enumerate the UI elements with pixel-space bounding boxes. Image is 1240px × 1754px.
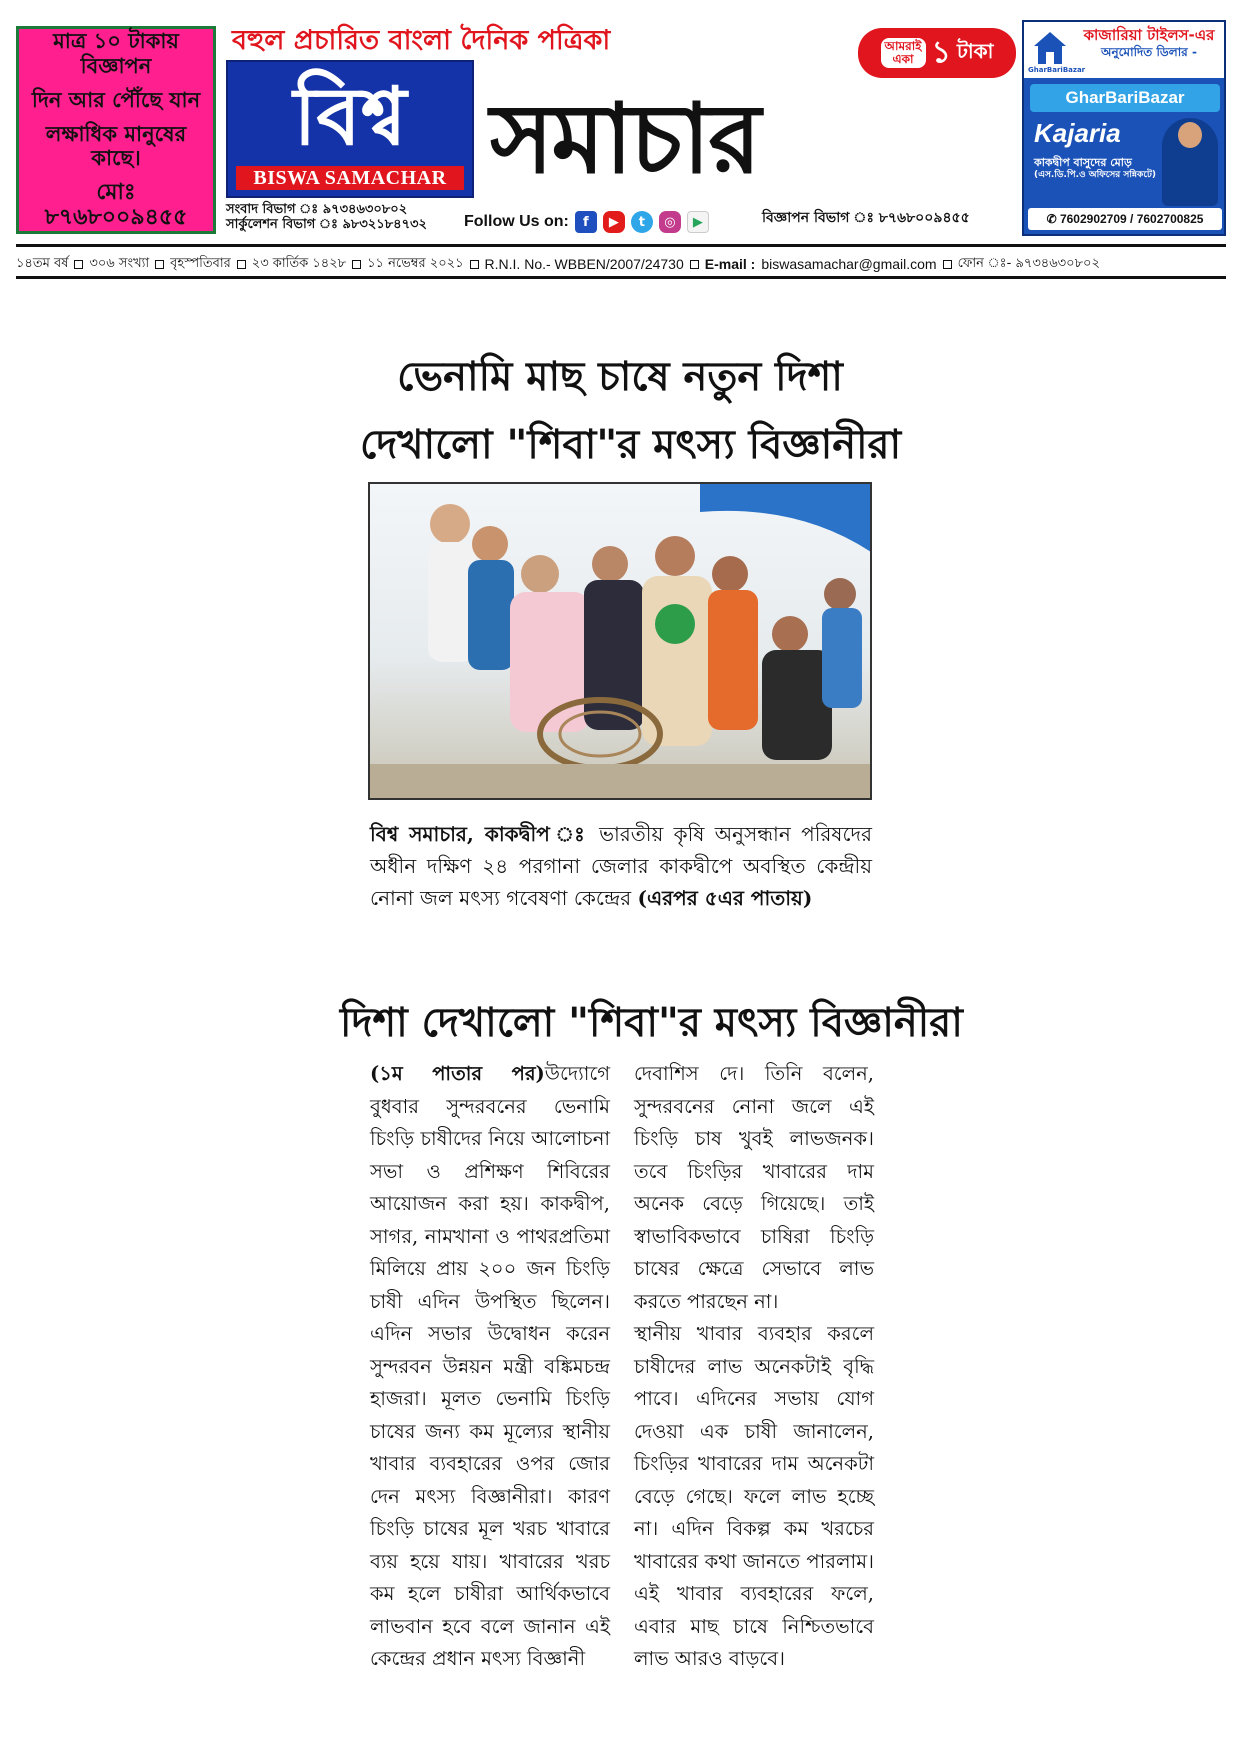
info-date: ১১ নভেম্বর ২০২১	[367, 255, 464, 271]
story2-column-2	[634, 1058, 874, 1676]
facebook-icon[interactable]: f	[575, 211, 597, 233]
advertisement-right	[1022, 20, 1226, 236]
twitter-icon[interactable]: t	[631, 211, 653, 233]
ad-department: বিজ্ঞাপন বিভাগ ঃ ৮৭৬৮০০৯৪৫৫	[762, 210, 970, 226]
logo-english-text: BISWA SAMACHAR	[236, 166, 464, 190]
story1-headline-line1: ভেনামি মাছ চাষে নতুন দিশা	[397, 353, 843, 400]
ad-right-location: কাকদ্বীপ বাসুদের মোড়	[1034, 156, 1132, 169]
story2-col2-paragraph-1: দেবাশিস দে। তিনি বলেন, সুন্দরবনের নোনা জলে এই চিংড়ি চাষ খুবই লাভজনক। তবে চিংড়ির খাবারের দাম অনেক বেড়ে গিয়েছে। তাই স্বাভাবিকভাবে চাষিরা চিংড়ি চাষের ক্ষেত্রে সেভাবে লাভ করতে পারছেন না।	[634, 1062, 874, 1313]
info-year: ১৪তম বর্ষ	[16, 255, 69, 271]
ad-right-brand: GharBariBazar	[1030, 84, 1220, 112]
story1-photo-illustration	[370, 484, 872, 800]
story1-dateline: বিশ্ব সমাচার, কাকদ্বীপ ঃ	[370, 822, 589, 846]
instagram-icon[interactable]: ◎	[659, 211, 681, 233]
story2-col1-text: উদ্যোগে বুধবার সুন্দরবনের ভেনামি চিংড়ি চাষীদের নিয়ে আলোচনা সভা ও প্রশিক্ষণ শিবিরের আয়োজন করা হয়। কাকদ্বীপ, সাগর, নামখানা ও পাথরপ্রতিমা মিলিয়ে প্রায় ২০০ জন চিংড়ি চাষী এদিন উপস্থিত ছিলেন। এদিন সভার উদ্বোধন করেন সুন্দরবন উন্নয়ন মন্ত্রী বঙ্কিমচন্দ্র হাজরা। মূলত ভেনামি চিংড়ি চাষের জন্য কম মূল্যের স্থানীয় খাবার ব্যবহারের ওপর জোর দেন মৎস্য বিজ্ঞানীরা। কারণ চিংড়ি চাষের মূল খরচ খাবারে ব্যয় হয়ে যায়। খাবারের খরচ কম হলে চাষীরা আর্থিকভাবে লাভবান হবে বলে জানান এই কেন্দ্রের প্রধান মৎস্য বিজ্ঞানী	[370, 1062, 610, 1670]
social-follow-bar	[464, 210, 764, 234]
info-weekday: বৃহস্পতিবার	[170, 255, 231, 271]
story1-photo	[368, 482, 872, 800]
masthead-rule-top	[16, 244, 1226, 247]
info-issue: ৩০৬ সংখ্যা	[89, 255, 150, 271]
price-badge-slogan	[881, 38, 926, 68]
follow-label: Follow Us on:	[464, 213, 569, 230]
newspaper-title: সমাচার	[490, 82, 760, 195]
story1-lead-body: ভারতীয় কৃষি অনুসন্ধান পরিষদের অধীন দক্ষিণ ২৪ পরগানা জেলার কাকদ্বীপে অবস্থিত কেন্দ্রীয় নোনা জল মৎস্য গবেষণা কেন্দ্রের	[370, 822, 872, 910]
story2-column-1	[370, 1058, 610, 1676]
ad-right-product: Kajaria	[1034, 118, 1121, 148]
story1-continued: (এরপর ৫এর পাতায়)	[637, 886, 813, 910]
price-number: ১	[931, 34, 951, 70]
ad-right-title-block	[1074, 26, 1224, 60]
ad-person-image	[1162, 118, 1218, 206]
ad-right-location-block	[1034, 156, 1162, 182]
info-rni: R.N.I. No.- WBBEN/2007/24730	[484, 256, 684, 272]
logo-bengali-text: বিশ্ব	[293, 69, 407, 163]
separator-icon	[74, 260, 83, 269]
ad-right-phones: ✆ 7602902709 / 7602700825	[1028, 208, 1222, 230]
separator-icon	[237, 260, 246, 269]
masthead-tagline: বহুল প্রচারিত বাংলা দৈনিক পত্রিকা	[232, 25, 611, 56]
separator-icon	[155, 260, 164, 269]
issue-info-bar	[16, 254, 1226, 274]
circulation-department: সার্কুলেশন বিভাগ ঃ ৯৮৩২১৮৪৭৩২	[226, 217, 427, 232]
story1-lead-paragraph	[370, 818, 872, 914]
youtube-icon[interactable]: ▶	[603, 211, 625, 233]
info-email: biswasamachar@gmail.com	[761, 256, 937, 272]
department-contacts	[226, 202, 466, 232]
ad-left-line-1: মাত্র ১০ টাকায় বিজ্ঞাপন	[53, 28, 179, 78]
price-unit: টাকা	[956, 38, 994, 63]
ad-left-line-2: দিন আর পৌঁছে যান	[31, 86, 201, 112]
ad-right-phones-text: 7602902709 / 7602700825	[1059, 212, 1204, 226]
price-badge	[858, 28, 1016, 78]
ad-right-location-note: (এস.ডি.পি.ও অফিসের সন্নিকটে)	[1034, 170, 1156, 181]
newspaper-logo	[226, 60, 474, 198]
separator-icon	[690, 260, 699, 269]
info-bengali-date: ২৩ কার্তিক ১৪২৮	[251, 255, 347, 271]
price-badge-line-2: একা	[892, 52, 914, 66]
story2-col1-paragraph	[370, 1058, 610, 1676]
house-icon	[1030, 28, 1070, 68]
ad-right-title: কাজারিয়া টাইলস-এর	[1083, 26, 1215, 44]
separator-icon	[470, 260, 479, 269]
story1-headline-line2: দেখালো "শিবা"র মৎস্য বিজ্ঞানীরা	[360, 421, 902, 468]
news-department: সংবাদ বিভাগ ঃ ৯৭৩৪৬৩০৮০২	[226, 202, 408, 217]
google-play-icon[interactable]: ▶	[687, 211, 709, 233]
ad-right-small-brand: GharBariBazar	[1028, 66, 1086, 74]
story2-headline: দিশা দেখালো "শিবা"র মৎস্য বিজ্ঞানীরা	[340, 999, 963, 1046]
story2-continued-from: (১ম পাতার পর)	[370, 1062, 545, 1085]
ad-left-phone: মোঃ ৮৭৬৮০০৯৪৫৫	[44, 179, 188, 231]
info-phone: ফোন ঃ- ৯৭৩৪৬৩০৮০২	[957, 255, 1100, 271]
price-badge-line-1: আমরাই	[884, 38, 922, 53]
story2-col2-paragraph-2: স্থানীয় খাবার ব্যবহার করলে চাষীদের লাভ অনেকটাই বৃদ্ধি পাবে। এদিনের সভায় যোগ দেওয়া এক চাষী জানালেন, চিংড়ির খাবারের দাম অনেকটা বেড়ে গেছে। ফলে লাভ হচ্ছে না। এদিন বিকল্প কম খরচের খাবারের কথা জানতে পারলাম। এই খাবার ব্যবহারের ফলে, এবার মাছ চাষে নিশ্চিতভাবে লাভ আরও বাড়বে।	[634, 1322, 874, 1670]
ad-right-subtitle: অনুমোদিত ডিলার -	[1101, 44, 1197, 59]
advertisement-left	[16, 26, 216, 234]
ad-left-line-3: লক্ষাধিক মানুষের কাছে।	[45, 120, 187, 170]
ad-person-head	[1178, 122, 1202, 148]
info-email-label: E-mail :	[704, 256, 756, 272]
separator-icon	[943, 260, 952, 269]
masthead-rule-bottom	[16, 276, 1226, 279]
separator-icon	[352, 260, 361, 269]
